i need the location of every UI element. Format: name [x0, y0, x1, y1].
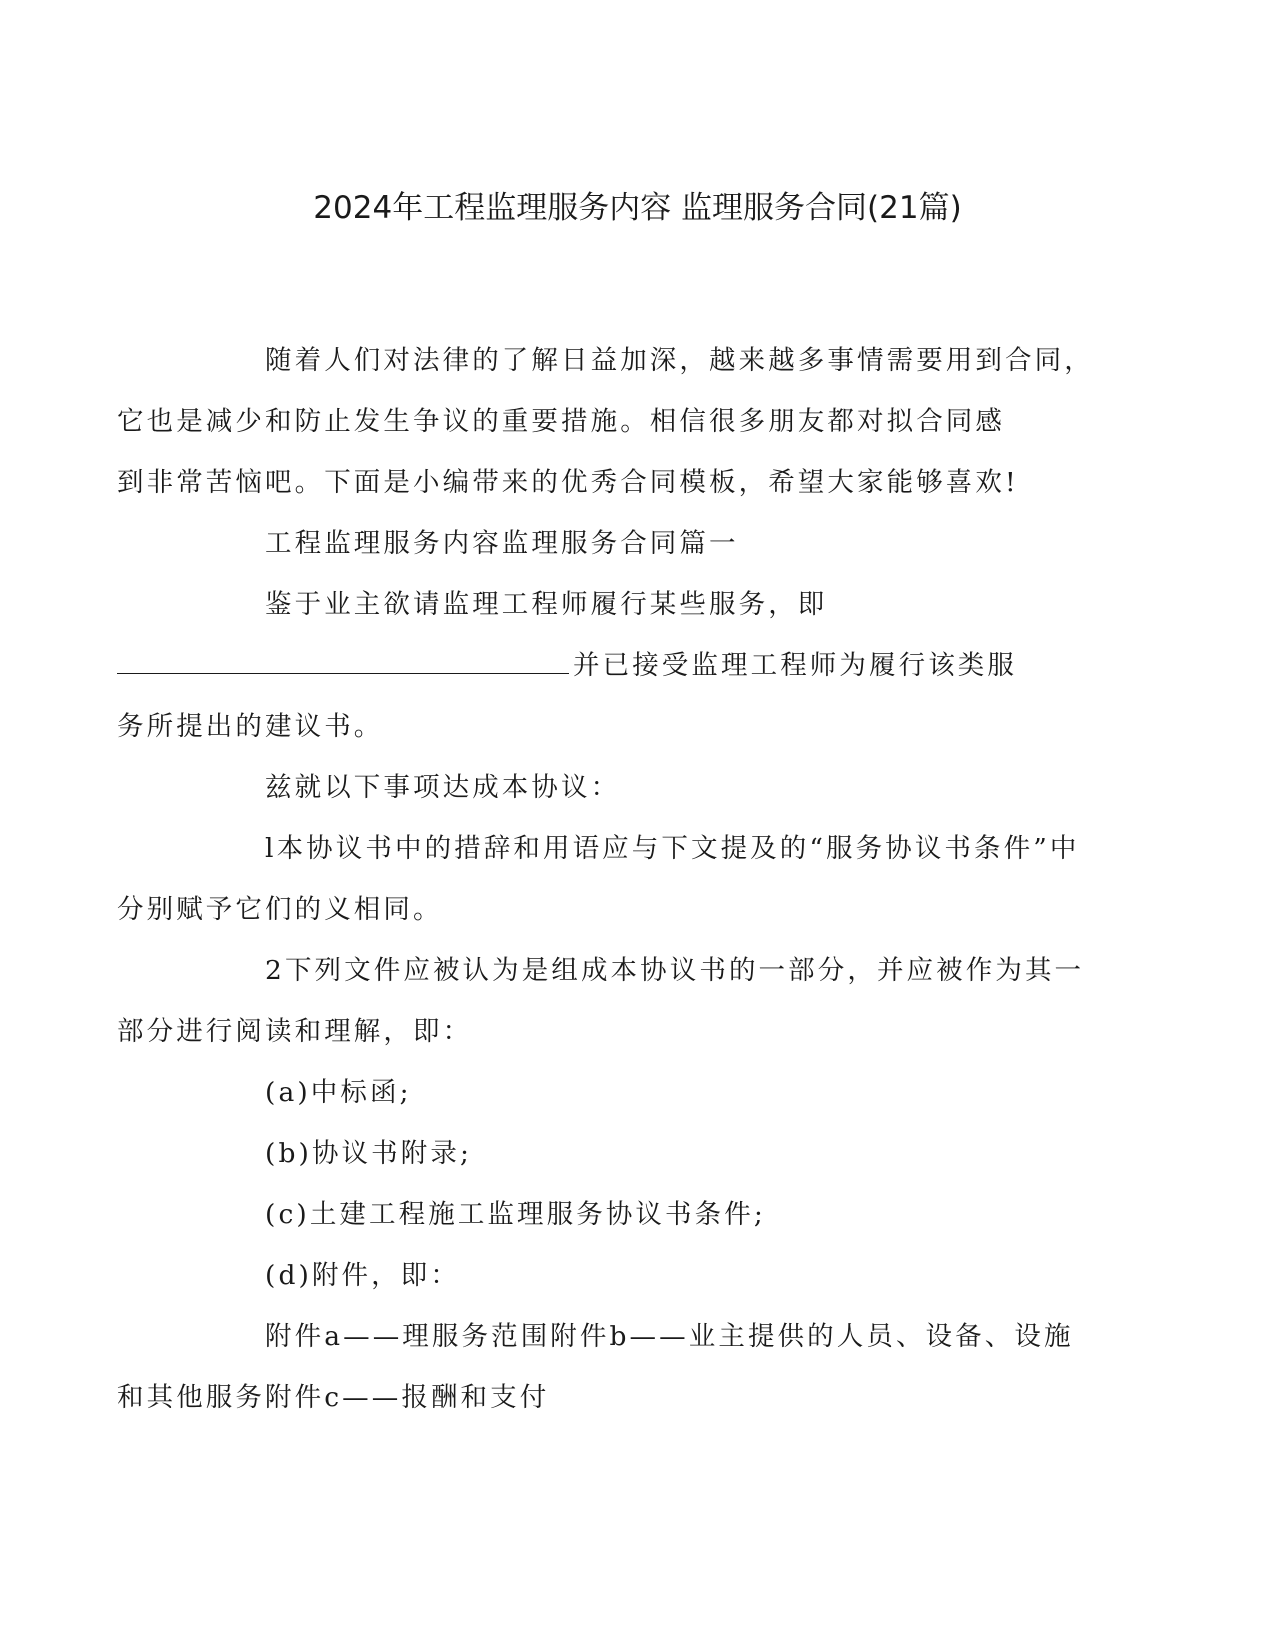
- whereas-line-1: 鉴于业主欲请监理工程师履行某些服务，即: [265, 589, 828, 620]
- intro-line-2: 它也是减少和防止发生争议的重要措施。相信很多朋友都对拟合同感: [117, 406, 1005, 437]
- whereas-line-2-text: 并已接受监理工程师为履行该类服: [573, 650, 1017, 681]
- agree-text: 兹就以下事项达成本协议：: [265, 772, 621, 803]
- attachments-line-1: 附件a——理服务范围附件b——业主提供的人员、设备、设施: [265, 1321, 1074, 1352]
- section-heading-text: 工程监理服务内容监理服务合同篇一: [265, 528, 739, 559]
- item-d: (d)附件，即：: [265, 1260, 460, 1291]
- document-body: [117, 330, 1094, 1428]
- whereas-line-3: 务所提出的建议书。: [117, 711, 384, 742]
- item-c: (c)土建工程施工监理服务协议书条件;: [265, 1199, 766, 1230]
- item-b: (b)协议书附录;: [265, 1138, 472, 1169]
- list-item: [191, 1062, 1085, 1123]
- section-heading: [191, 513, 1085, 574]
- list-item: [191, 1123, 1085, 1184]
- agree-paragraph: [191, 757, 1085, 818]
- attachments-line-2: 和其他服务附件c——报酬和支付: [117, 1382, 550, 1413]
- list-item: [191, 1184, 1085, 1245]
- whereas-line-2: [117, 650, 1017, 681]
- clause-2-line-2: 部分进行阅读和理解，即：: [117, 1016, 473, 1047]
- whereas-paragraph: [117, 574, 1085, 757]
- list-item: [191, 1245, 1085, 1306]
- clause-1-line-2: 分别赋予它们的义相同。: [117, 894, 443, 925]
- clause-1-line-1: l本协议书中的措辞和用语应与下文提及的“服务协议书条件”中: [265, 833, 1080, 864]
- intro-paragraph: [117, 330, 1094, 513]
- attachments-paragraph: [117, 1306, 1085, 1428]
- clause-1: [117, 818, 1085, 940]
- item-a: (a)中标函;: [265, 1077, 412, 1108]
- intro-line-3: 到非常苦恼吧。下面是小编带来的优秀合同模板，希望大家能够喜欢!: [117, 467, 1019, 498]
- clause-2-line-1: 2下列文件应被认为是组成本协议书的一部分，并应被作为其一: [265, 955, 1085, 986]
- clause-2: [117, 940, 1085, 1062]
- fill-in-blank: [117, 645, 569, 674]
- intro-line-1: 随着人们对法律的了解日益加深，越来越多事情需要用到合同，: [265, 345, 1094, 376]
- document-title: 2024年工程监理服务内容 监理服务合同(21篇): [313, 190, 962, 226]
